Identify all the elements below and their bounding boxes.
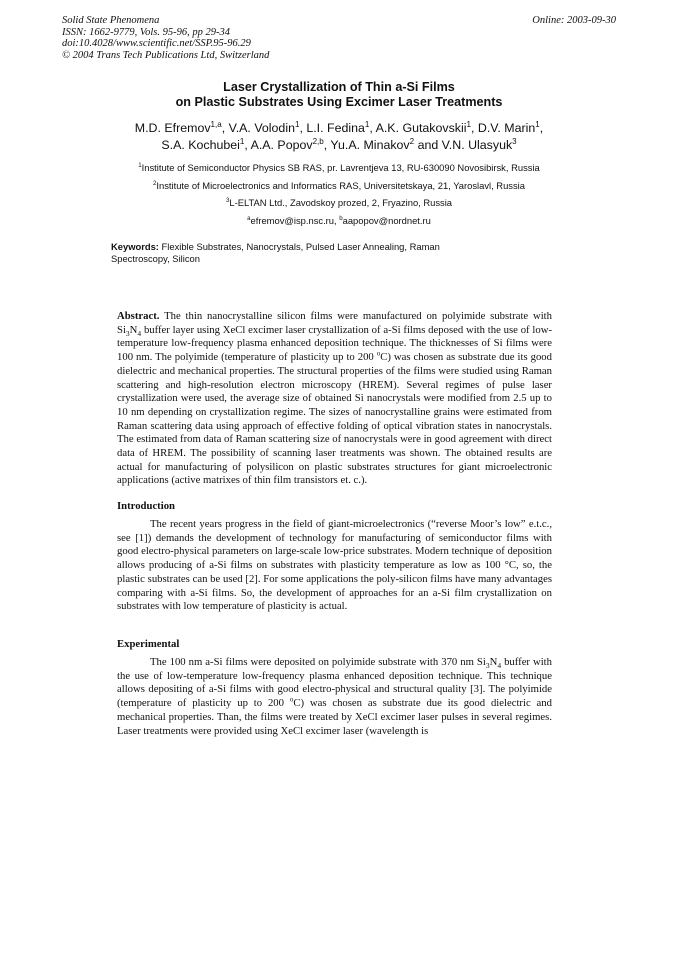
- affiliation-1: [0, 159, 678, 177]
- author-name: and V.N. Ulasyuk: [414, 138, 513, 152]
- email-mark: a: [247, 214, 251, 222]
- keywords-text: Flexible Substrates, Nanocrystals, Pulsed Laser Annealing, Raman Spectroscopy, Silicon: [111, 241, 440, 264]
- subscript: 3: [485, 661, 490, 671]
- author-name: , L.I. Fedina: [299, 121, 365, 135]
- copyright-line: © 2004 Trans Tech Publications Ltd, Switzerland: [62, 49, 270, 61]
- journal-name: Solid State Phenomena: [62, 15, 160, 26]
- email-line: [0, 212, 678, 230]
- author-name: , V.A. Volodin: [221, 121, 295, 135]
- experimental-text: buffer with the use of low-temperature low-frequency plasma enhanced deposition technique. This technique allows depositing of a-Si films with good electro-physical and structural quality [3]. The polyimide (temperature of plasticity up to 200: [117, 656, 552, 710]
- introduction-paragraph: The recent years progress in the field of giant-microelectronics (“reverse Moor’s low” e.t.c., see [1]) demands the development of technology for manufacturing of semiconductor films with good electro-physical parameters on large-scale low-price substrates. Modern technique of deposition allows producing of a-Si films on substrates with plasticity temperature as low as 100 °C, so, the plastic substrates can be used [2]. For some applications the poly-silicon films have many advantages comparing with a-Si films. So, the development of approaches for an a-Si film crystallization on substrates with low temperature of plasticity is actual.: [117, 518, 552, 613]
- abstract-paragraph: [117, 310, 552, 488]
- experimental-text: C) was chosen as substrate due its good dielectric and mechanical properties. Than, the films were treated by XeCl excimer laser pulses in several regimes. Laser treatments were provided using XeCl excimer laser (wavelength is: [117, 697, 552, 737]
- affiliation-text: Institute of Semiconductor Physics SB RAS, pr. Lavrentjeva 13, RU-630090 Novosibirsk, Russia: [141, 162, 540, 173]
- abstract-text: buffer layer using XeCl excimer laser crystallization of a-Si films deposed with the use of low-temperature low-frequency plasma enhanced deposition technique. The thicknesses of Si films were 100 nm. The polyimide (temperature of plasticity up to 200: [117, 323, 552, 364]
- online-date: Online: 2003-09-30: [532, 15, 616, 26]
- introduction-heading: Introduction: [117, 500, 176, 512]
- keywords-label: Keywords:: [111, 241, 159, 252]
- abstract-text: The thin nanocrystalline silicon films were manufactured on polyimide substrate with Si: [117, 310, 552, 336]
- experimental-text: The 100 nm a-Si films were deposited on polyimide substrate with 370 nm Si: [150, 656, 486, 668]
- experimental-paragraph: [117, 656, 552, 738]
- affil-mark: 3: [225, 196, 230, 204]
- affiliation-2: [0, 177, 678, 195]
- email-mark: b: [339, 214, 343, 222]
- affiliation-text: L-ELTAN Ltd., Zavodskoy prozed, 2, Fryazino, Russia: [229, 197, 453, 208]
- title-line-1: Laser Crystallization of Thin a-Si Films: [223, 80, 455, 94]
- subscript: 4: [497, 661, 502, 671]
- abstract-label: Abstract.: [117, 310, 160, 322]
- author-name: , D.V. Marin: [470, 121, 536, 135]
- abstract-text: C) was chosen as substrate due its good dielectric and mechanical properties. The structural properties of the films were studied using Raman scattering and high-resolution electron microscopy (HREM). Several regimes of pulse laser crystallization were used, the average size of obtained Si nanocrystals were modified from 2.5 up to 10 nm depending on crystallization regime. The sizes of nanocrystalline grains were estimated from Raman scattering data using approach of effective folding of optical vibration states in nanocrystals. The estimated from data of Raman scattering size of nanocrystals were in good agreement with direct data of HREM. The possibility of scanning laser treatments was shown. The obtained results are actual for manufacturing of polysilicon on plastic substrates structures for giant microelectronic applications (active matrixes of thin film transistors et. c.).: [117, 351, 552, 487]
- email-b: aapopov@nordnet.ru: [342, 214, 431, 226]
- affil-mark: 2: [153, 179, 157, 187]
- experimental-text: N: [489, 656, 498, 668]
- affil-mark: 1: [138, 161, 142, 169]
- author-affil-mark: 1,a: [210, 119, 222, 129]
- affiliations: [0, 159, 678, 229]
- degree-mark: o: [376, 349, 381, 358]
- author-affil-mark: 3: [512, 136, 517, 146]
- author-name: , Yu.A. Minakov: [323, 138, 410, 152]
- author-name: S.A. Kochubei: [161, 138, 240, 152]
- author-affil-mark: 2: [409, 136, 415, 146]
- title-line-2: on Plastic Substrates Using Excimer Laser Treatments: [175, 95, 503, 109]
- author-name: M.D. Efremov: [134, 121, 211, 135]
- subscript: 3: [125, 328, 130, 338]
- author-affil-mark: 1: [535, 119, 540, 129]
- author-separator: ,: [539, 121, 544, 135]
- author-affil-mark: 1: [294, 119, 300, 129]
- email-a: efremov@isp.nsc.ru,: [250, 214, 340, 226]
- keywords-block: [111, 241, 481, 265]
- abstract-text: N: [129, 323, 138, 336]
- author-name: , A.A. Popov: [244, 138, 313, 152]
- subscript: 4: [137, 328, 142, 338]
- author-list: [0, 120, 678, 154]
- doi-line: doi:10.4028/www.scientific.net/SSP.95-96.29: [62, 38, 251, 49]
- author-affil-mark: 1: [466, 119, 471, 129]
- journal-header: [62, 15, 269, 61]
- author-line-2: [0, 137, 678, 154]
- paper-title: [0, 80, 678, 110]
- author-affil-mark: 1: [364, 119, 370, 129]
- experimental-heading: Experimental: [117, 638, 180, 650]
- author-affil-mark: 2,b: [312, 136, 324, 146]
- affiliation-3: [0, 194, 678, 212]
- author-name: , A.K. Gutakovskii: [369, 121, 467, 135]
- author-line-1: [0, 120, 678, 137]
- degree-mark: o: [289, 695, 294, 704]
- issn-line: ISSN: 1662-9779, Vols. 95-96, pp 29-34: [62, 26, 230, 38]
- affiliation-text: Institute of Microelectronics and Informatics RAS, Universitetskaya, 21, Yaroslavl, Russia: [156, 179, 525, 191]
- author-affil-mark: 1: [239, 136, 245, 146]
